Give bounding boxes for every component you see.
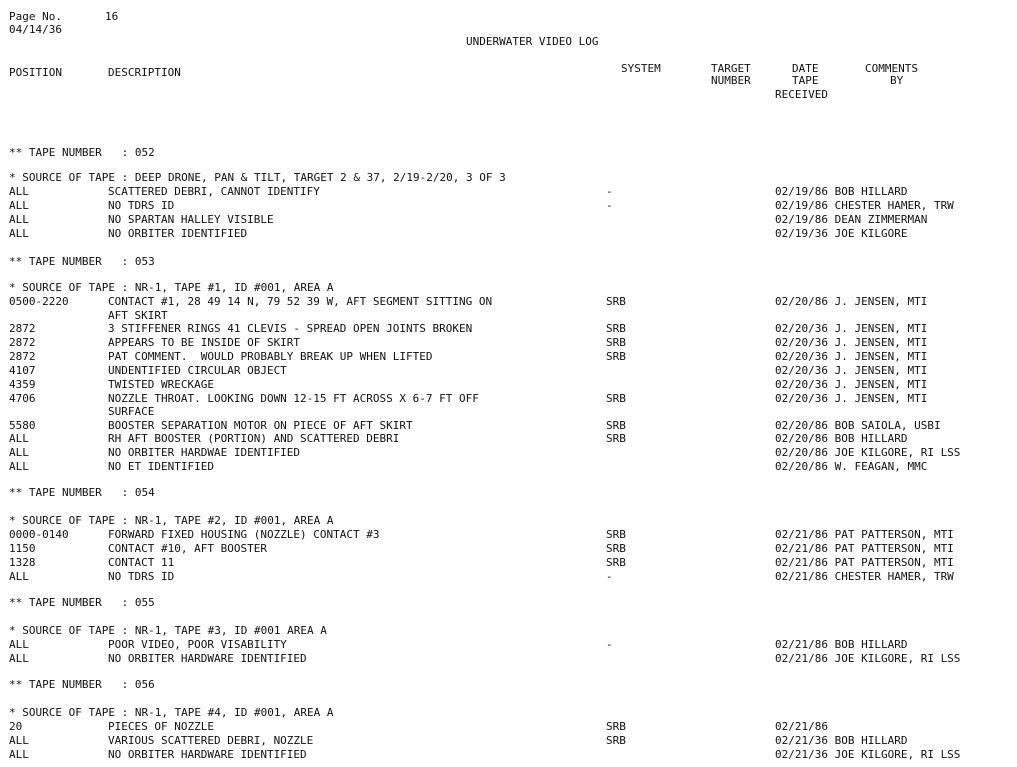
entry-comment: 02/19/86 DEAN ZIMMERMAN — [775, 213, 928, 226]
entry-comment: 02/19/86 BOB HILLARD — [775, 185, 908, 198]
entry-position: ALL — [9, 460, 29, 473]
log-entry-row — [0, 364, 1017, 378]
log-entry-row — [0, 213, 1017, 227]
entry-description: NO ORBITER HARDWARE IDENTIFIED — [108, 748, 307, 761]
entry-comment: 02/20/36 J. JENSEN, MTI — [775, 364, 928, 377]
entry-comment: 02/20/86 JOE KILGORE, RI LSS — [775, 446, 961, 459]
tape-source: * SOURCE OF TAPE : DEEP DRONE, PAN & TILT, TARGET 2 & 37, 2/19-2/20, 3 OF 3 — [9, 171, 506, 184]
entry-position: ALL — [9, 199, 29, 212]
entry-position: 1328 — [9, 556, 36, 569]
tape-number-row — [0, 146, 1017, 160]
col-header-date-line2: TAPE — [792, 74, 819, 87]
entry-description: VARIOUS SCATTERED DEBRI, NOZZLE — [108, 734, 314, 747]
col-header-system: SYSTEM — [621, 62, 661, 75]
entry-system: - — [606, 185, 613, 198]
tape-source: * SOURCE OF TAPE : NR-1, TAPE #1, ID #001, AREA A — [9, 281, 334, 294]
entry-comment: 02/21/86 PAT PATTERSON, MTI — [775, 542, 954, 555]
log-entry-row — [0, 542, 1017, 556]
log-entry-row — [0, 185, 1017, 199]
entry-position: ALL — [9, 638, 29, 651]
entry-position: ALL — [9, 213, 29, 226]
entry-description: CONTACT #10, AFT BOOSTER — [108, 542, 267, 555]
entry-system: SRB — [606, 432, 626, 445]
log-entry-row — [0, 405, 1017, 419]
tape-source-row — [0, 624, 1017, 638]
log-entry-row — [0, 734, 1017, 748]
col-header-position: POSITION — [9, 66, 62, 79]
report-title: UNDERWATER VIDEO LOG — [466, 35, 599, 48]
entry-position: 4359 — [9, 378, 36, 391]
log-entry-row — [0, 378, 1017, 392]
entry-description: PIECES OF NOZZLE — [108, 720, 214, 733]
entry-system: SRB — [606, 295, 626, 308]
entry-position: ALL — [9, 185, 29, 198]
col-header-comments-line2: BY — [890, 74, 904, 87]
entry-description: NO SPARTAN HALLEY VISIBLE — [108, 213, 274, 226]
log-entry-row — [0, 350, 1017, 364]
col-header-description: DESCRIPTION — [108, 66, 181, 79]
entry-description: NOZZLE THROAT. LOOKING DOWN 12-15 FT ACROSS X 6-7 FT OFF — [108, 392, 479, 405]
entry-position: ALL — [9, 748, 29, 761]
entry-comment: 02/20/36 J. JENSEN, MTI — [775, 392, 928, 405]
log-entry-row — [0, 322, 1017, 336]
entry-description: PAT COMMENT. WOULD PROBABLY BREAK UP WHEN LIFTED — [108, 350, 433, 363]
entry-comment: 02/21/36 JOE KILGORE, RI LSS — [775, 748, 961, 761]
entry-description: UNDENTIFIED CIRCULAR OBJECT — [108, 364, 287, 377]
col-header-comments-line1: COMMENTS — [865, 62, 918, 75]
entry-description: SURFACE — [108, 405, 155, 418]
log-entry-row — [0, 336, 1017, 350]
log-entry-row — [0, 446, 1017, 460]
entry-comment: 02/20/86 BOB HILLARD — [775, 432, 908, 445]
tape-source: * SOURCE OF TAPE : NR-1, TAPE #2, ID #001, AREA A — [9, 514, 334, 527]
log-entry-row — [0, 528, 1017, 542]
tape-source-row — [0, 281, 1017, 295]
entry-comment: 02/19/36 JOE KILGORE — [775, 227, 908, 240]
entry-comment: 02/21/86 — [775, 720, 828, 733]
entry-system: SRB — [606, 528, 626, 541]
tape-number: ** TAPE NUMBER : 053 — [9, 255, 155, 268]
page-number: 16 — [105, 10, 119, 23]
entry-comment: 02/21/86 CHESTER HAMER, TRW — [775, 570, 954, 583]
entry-system: - — [606, 638, 613, 651]
log-entry-row — [0, 638, 1017, 652]
tape-number: ** TAPE NUMBER : 056 — [9, 678, 155, 691]
entry-position: ALL — [9, 227, 29, 240]
page-number-label: Page No. — [9, 10, 62, 23]
entry-description: NO ORBITER HARDWARE IDENTIFIED — [108, 652, 307, 665]
log-entry-row — [0, 460, 1017, 474]
col-header-date-line3: RECEIVED — [775, 88, 828, 101]
entry-comment: 02/20/36 J. JENSEN, MTI — [775, 322, 928, 335]
entry-position: ALL — [9, 652, 29, 665]
entry-comment: 02/21/86 PAT PATTERSON, MTI — [775, 556, 954, 569]
log-entry-row — [0, 570, 1017, 584]
log-entry-row — [0, 295, 1017, 309]
entry-system: SRB — [606, 336, 626, 349]
entry-position: 4107 — [9, 364, 36, 377]
log-entry-row — [0, 419, 1017, 433]
col-header-target-line2: NUMBER — [711, 74, 751, 87]
entry-position: 2872 — [9, 350, 36, 363]
tape-source-row — [0, 171, 1017, 185]
log-entry-row — [0, 432, 1017, 446]
entry-system: SRB — [606, 542, 626, 555]
entry-description: AFT SKIRT — [108, 309, 168, 322]
entry-description: APPEARS TO BE INSIDE OF SKIRT — [108, 336, 301, 349]
tape-number: ** TAPE NUMBER : 052 — [9, 146, 155, 159]
entry-position: ALL — [9, 570, 29, 583]
log-entry-row — [0, 652, 1017, 666]
entry-system: SRB — [606, 392, 626, 405]
entry-position: 0500-2220 — [9, 295, 69, 308]
log-entry-row — [0, 556, 1017, 570]
entry-description: FORWARD FIXED HOUSING (NOZZLE) CONTACT #3 — [108, 528, 380, 541]
col-header-target-line1: TARGET — [711, 62, 751, 75]
entry-position: 2872 — [9, 336, 36, 349]
entry-system: SRB — [606, 720, 626, 733]
entry-position: 0000-0140 — [9, 528, 69, 541]
entry-position: 4706 — [9, 392, 36, 405]
log-entry-row — [0, 227, 1017, 241]
entry-position: 20 — [9, 720, 23, 733]
entry-system: SRB — [606, 322, 626, 335]
tape-number-row — [0, 678, 1017, 692]
entry-comment: 02/20/86 BOB SAIOLA, USBI — [775, 419, 941, 432]
entry-description: NO TDRS ID — [108, 570, 175, 583]
entry-description: RH AFT BOOSTER (PORTION) AND SCATTERED DEBRI — [108, 432, 400, 445]
tape-number: ** TAPE NUMBER : 055 — [9, 596, 155, 609]
entry-comment: 02/21/86 JOE KILGORE, RI LSS — [775, 652, 961, 665]
entry-position: 1150 — [9, 542, 36, 555]
tape-source-row — [0, 706, 1017, 720]
entry-description: 3 STIFFENER RINGS 41 CLEVIS - SPREAD OPEN JOINTS BROKEN — [108, 322, 473, 335]
tape-number-row — [0, 486, 1017, 500]
entry-comment: 02/21/86 PAT PATTERSON, MTI — [775, 528, 954, 541]
log-entry-row — [0, 720, 1017, 734]
report-date: 04/14/36 — [9, 23, 62, 36]
entry-comment: 02/20/86 J. JENSEN, MTI — [775, 295, 928, 308]
log-entry-row — [0, 199, 1017, 213]
tape-number-row — [0, 596, 1017, 610]
entry-position: ALL — [9, 446, 29, 459]
entry-description: TWISTED WRECKAGE — [108, 378, 214, 391]
log-entry-row — [0, 748, 1017, 762]
entry-system: SRB — [606, 734, 626, 747]
entry-description: CONTACT 11 — [108, 556, 175, 569]
entry-comment: 02/20/36 J. JENSEN, MTI — [775, 378, 928, 391]
tape-number-row — [0, 255, 1017, 269]
entry-description: NO ORBITER HARDWAE IDENTIFIED — [108, 446, 301, 459]
log-entry-row — [0, 309, 1017, 323]
tape-source-row — [0, 514, 1017, 528]
col-header-date-line1: DATE — [792, 62, 819, 75]
entry-comment: 02/20/36 J. JENSEN, MTI — [775, 350, 928, 363]
tape-source: * SOURCE OF TAPE : NR-1, TAPE #3, ID #001 AREA A — [9, 624, 327, 637]
entry-system: - — [606, 199, 613, 212]
entry-system: SRB — [606, 419, 626, 432]
entry-description: CONTACT #1, 28 49 14 N, 79 52 39 W, AFT SEGMENT SITTING ON — [108, 295, 493, 308]
entry-position: ALL — [9, 432, 29, 445]
entry-comment: 02/21/36 BOB HILLARD — [775, 734, 908, 747]
entry-description: POOR VIDEO, POOR VISABILITY — [108, 638, 287, 651]
entry-comment: 02/20/86 W. FEAGAN, MMC — [775, 460, 928, 473]
entry-comment: 02/21/86 BOB HILLARD — [775, 638, 908, 651]
entry-description: NO ORBITER IDENTIFIED — [108, 227, 248, 240]
entry-comment: 02/19/86 CHESTER HAMER, TRW — [775, 199, 954, 212]
entry-description: BOOSTER SEPARATION MOTOR ON PIECE OF AFT SKIRT — [108, 419, 413, 432]
entry-position: ALL — [9, 734, 29, 747]
entry-system: - — [606, 570, 613, 583]
entry-description: NO ET IDENTIFIED — [108, 460, 214, 473]
entry-comment: 02/20/36 J. JENSEN, MTI — [775, 336, 928, 349]
entry-description: SCATTERED DEBRI, CANNOT IDENTIFY — [108, 185, 320, 198]
entry-system: SRB — [606, 350, 626, 363]
entry-position: 5580 — [9, 419, 36, 432]
entry-system: SRB — [606, 556, 626, 569]
tape-source: * SOURCE OF TAPE : NR-1, TAPE #4, ID #001, AREA A — [9, 706, 334, 719]
entry-description: NO TDRS ID — [108, 199, 175, 212]
log-entry-row — [0, 392, 1017, 406]
entry-position: 2872 — [9, 322, 36, 335]
tape-number: ** TAPE NUMBER : 054 — [9, 486, 155, 499]
